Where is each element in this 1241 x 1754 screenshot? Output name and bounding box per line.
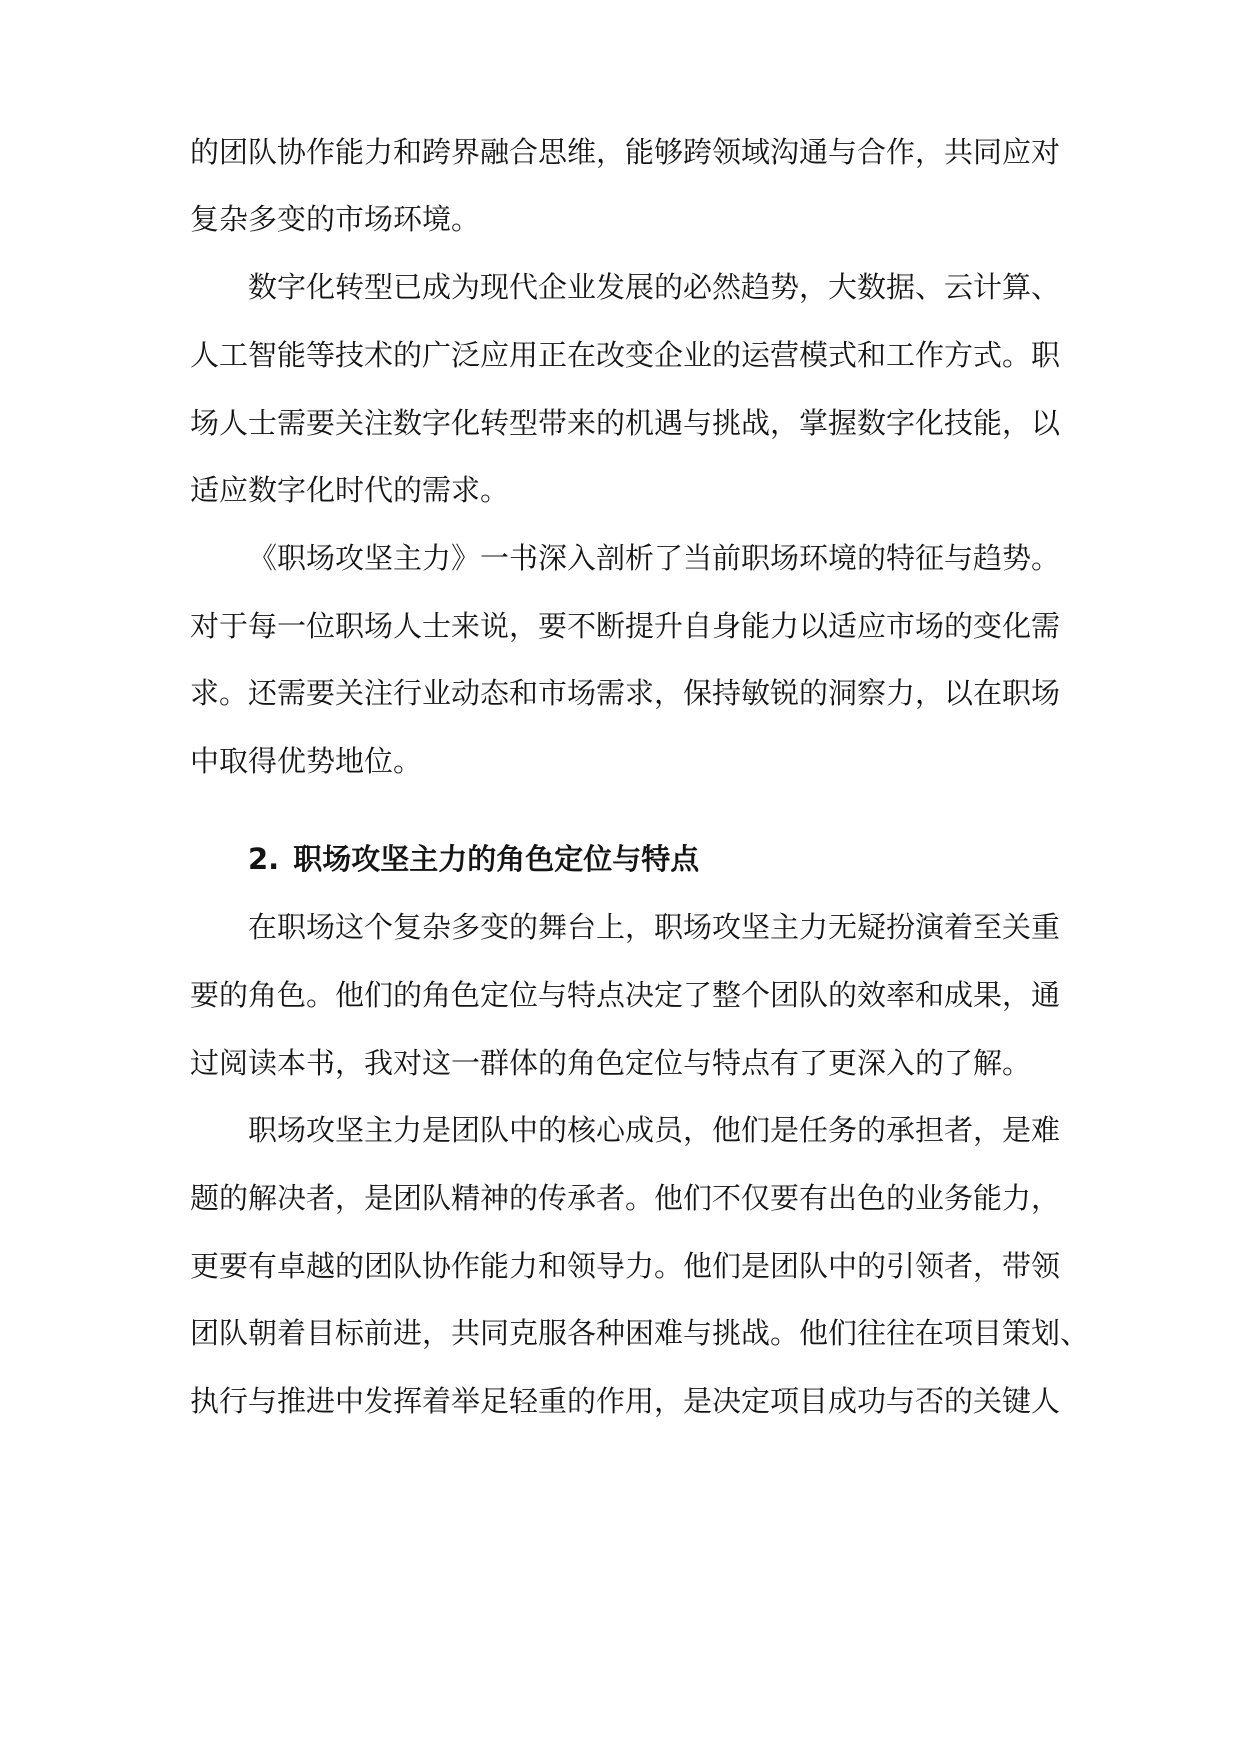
paragraph-2-line-2: 人工智能等技术的广泛应用正在改变企业的运营模式和工作方式。职	[190, 338, 1061, 372]
paragraph-3-line-3: 求。还需要关注行业动态和市场需求，保持敏锐的洞察力，以在职场	[190, 676, 1061, 710]
paragraph-1-line-2: 复杂多变的市场环境。	[190, 202, 481, 236]
section-paragraph-1-line-3: 过阅读本书，我对这一群体的角色定位与特点有了更深入的了解。	[190, 1046, 1032, 1080]
section-paragraph-2-line-5: 执行与推进中发挥着举足轻重的作用，是决定项目成功与否的关键人	[190, 1384, 1061, 1418]
paragraph-2-line-4: 适应数字化时代的需求。	[190, 473, 510, 507]
section-paragraph-2-line-3: 更要有卓越的团队协作能力和领导力。他们是团队中的引领者，带领	[190, 1249, 1061, 1283]
paragraph-1-line-1: 的团队协作能力和跨界融合思维，能够跨领域沟通与合作，共同应对	[190, 135, 1061, 169]
paragraph-3-line-1: 《职场攻坚主力》一书深入剖析了当前职场环境的特征与趋势。	[248, 541, 1061, 575]
section-paragraph-2-line-1: 职场攻坚主力是团队中的核心成员，他们是任务的承担者，是难	[248, 1113, 1061, 1147]
section-paragraph-1-line-1: 在职场这个复杂多变的舞台上，职场攻坚主力无疑扮演着至关重	[248, 910, 1061, 944]
section-heading	[248, 834, 948, 884]
section-number: 2.	[248, 842, 280, 876]
section-paragraph-1-line-2: 要的角色。他们的角色定位与特点决定了整个团队的效率和成果，通	[190, 978, 1061, 1012]
paragraph-3-line-2: 对于每一位职场人士来说，要不断提升自身能力以适应市场的变化需	[190, 609, 1061, 643]
section-paragraph-2-line-2: 题的解决者，是团队精神的传承者。他们不仅要有出色的业务能力，	[190, 1181, 1061, 1215]
paragraph-3-line-4: 中取得优势地位。	[190, 744, 423, 778]
section-title: 职场攻坚主力的角色定位与特点	[293, 842, 700, 876]
section-paragraph-2-line-4: 团队朝着目标前进，共同克服各种困难与挑战。他们往往在项目策划、	[190, 1316, 1090, 1350]
paragraph-2-line-1: 数字化转型已成为现代企业发展的必然趋势，大数据、云计算、	[248, 270, 1061, 304]
paragraph-2-line-3: 场人士需要关注数字化转型带来的机遇与挑战，掌握数字化技能，以	[190, 406, 1061, 440]
